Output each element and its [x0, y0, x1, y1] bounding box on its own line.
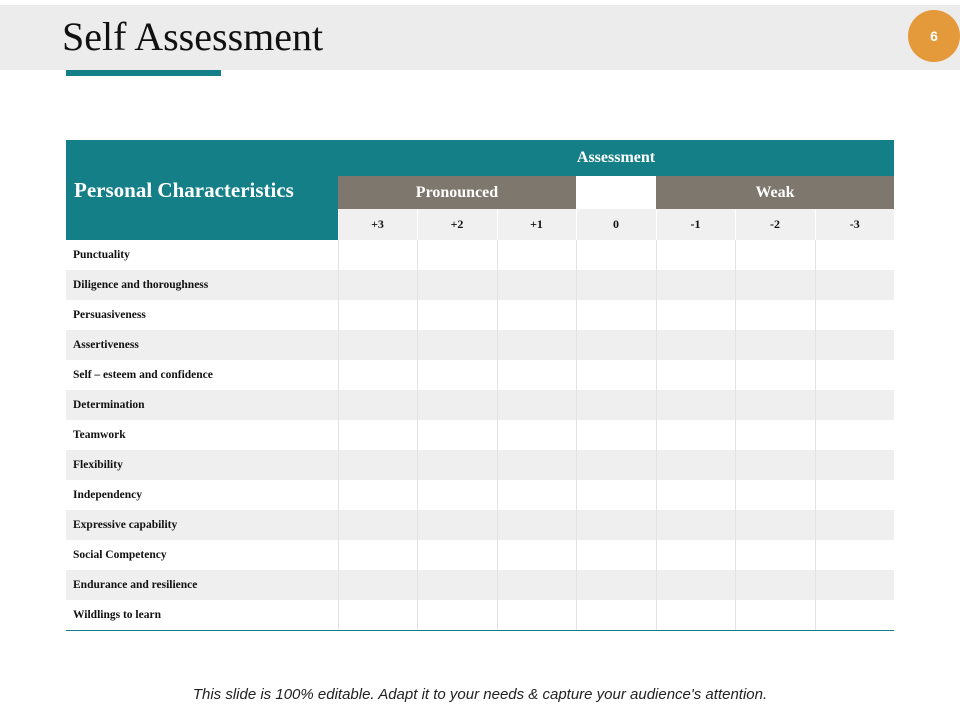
- rating-cell[interactable]: [497, 540, 576, 570]
- rating-cell[interactable]: [815, 270, 894, 300]
- rating-cell[interactable]: [417, 540, 497, 570]
- rating-cell[interactable]: [656, 360, 735, 390]
- rating-cell[interactable]: [576, 570, 656, 600]
- characteristic-label: Flexibility: [66, 450, 338, 480]
- title-accent-bar: [66, 70, 221, 76]
- rating-cell[interactable]: [815, 240, 894, 270]
- rating-cell[interactable]: [576, 510, 656, 540]
- rating-cell[interactable]: [735, 330, 815, 360]
- rating-cell[interactable]: [735, 240, 815, 270]
- rating-cell[interactable]: [497, 390, 576, 420]
- table-row: [66, 420, 894, 450]
- characteristic-label: Teamwork: [66, 420, 338, 450]
- rating-cell[interactable]: [656, 270, 735, 300]
- rating-cell[interactable]: [576, 420, 656, 450]
- rating-cell[interactable]: [497, 270, 576, 300]
- rating-cell[interactable]: [576, 240, 656, 270]
- scale-header-cell: +3: [338, 209, 417, 240]
- rating-cell[interactable]: [815, 600, 894, 631]
- rating-cell[interactable]: [497, 600, 576, 631]
- pronounced-header: Pronounced: [338, 176, 576, 209]
- rating-cell[interactable]: [735, 540, 815, 570]
- table-row: [66, 450, 894, 480]
- rating-cell[interactable]: [497, 300, 576, 330]
- table-row: [66, 570, 894, 600]
- slide-title: Self Assessment: [62, 14, 324, 59]
- personal-characteristics-header: Personal Characteristics: [66, 140, 338, 240]
- scale-header-cell: -2: [735, 209, 815, 240]
- characteristic-label: Determination: [66, 390, 338, 420]
- rating-cell[interactable]: [815, 360, 894, 390]
- characteristic-label: Independency: [66, 480, 338, 510]
- rating-cell[interactable]: [576, 480, 656, 510]
- rating-cell[interactable]: [338, 240, 417, 270]
- rating-cell[interactable]: [815, 570, 894, 600]
- characteristic-label: Punctuality: [66, 240, 338, 270]
- rating-cell[interactable]: [338, 360, 417, 390]
- scale-header-cell: -1: [656, 209, 735, 240]
- characteristic-label: Expressive capability: [66, 510, 338, 540]
- scale-header-cell: +1: [497, 209, 576, 240]
- rating-cell[interactable]: [735, 360, 815, 390]
- rating-cell[interactable]: [417, 360, 497, 390]
- characteristic-label: Endurance and resilience: [66, 570, 338, 600]
- rating-cell[interactable]: [576, 390, 656, 420]
- rating-cell[interactable]: [417, 570, 497, 600]
- rating-cell[interactable]: [815, 480, 894, 510]
- rating-cell[interactable]: [735, 270, 815, 300]
- rating-cell[interactable]: [576, 540, 656, 570]
- rating-cell[interactable]: [338, 330, 417, 360]
- scale-header-cell: 0: [576, 209, 656, 240]
- rating-cell[interactable]: [417, 450, 497, 480]
- rating-cell[interactable]: [656, 570, 735, 600]
- table-row: [66, 300, 894, 330]
- rating-cell[interactable]: [735, 570, 815, 600]
- table-row: [66, 330, 894, 360]
- rating-cell[interactable]: [497, 480, 576, 510]
- rating-cell[interactable]: [656, 450, 735, 480]
- rating-cell[interactable]: [338, 450, 417, 480]
- rating-cell[interactable]: [497, 510, 576, 540]
- rating-cell[interactable]: [338, 420, 417, 450]
- characteristic-label: Persuasiveness: [66, 300, 338, 330]
- scale-header-cell: -3: [815, 209, 894, 240]
- rating-cell[interactable]: [338, 480, 417, 510]
- rating-cell[interactable]: [815, 420, 894, 450]
- rating-cell[interactable]: [338, 510, 417, 540]
- rating-cell[interactable]: [338, 540, 417, 570]
- rating-cell[interactable]: [417, 240, 497, 270]
- table-row: [66, 540, 894, 570]
- weak-header: Weak: [656, 176, 894, 209]
- table-row: [66, 360, 894, 390]
- rating-cell[interactable]: [417, 420, 497, 450]
- neutral-gap: [576, 176, 656, 209]
- rating-cell[interactable]: [497, 450, 576, 480]
- rating-cell[interactable]: [576, 270, 656, 300]
- characteristic-label: Self – esteem and confidence: [66, 360, 338, 390]
- rating-cell[interactable]: [815, 510, 894, 540]
- table-row: [66, 480, 894, 510]
- rating-cell[interactable]: [735, 390, 815, 420]
- rating-cell[interactable]: [576, 360, 656, 390]
- rating-cell[interactable]: [338, 300, 417, 330]
- characteristic-label: Assertiveness: [66, 330, 338, 360]
- table-body: [66, 240, 894, 631]
- scale-header-cell: +2: [417, 209, 497, 240]
- rating-cell[interactable]: [417, 600, 497, 631]
- rating-cell[interactable]: [735, 450, 815, 480]
- table-row: [66, 510, 894, 540]
- table-row: [66, 600, 894, 631]
- rating-cell[interactable]: [338, 570, 417, 600]
- rating-cell[interactable]: [497, 360, 576, 390]
- footer-note: This slide is 100% editable. Adapt it to your needs & capture your audience's attention.: [192, 686, 768, 703]
- characteristic-label: Wildlings to learn: [66, 600, 338, 631]
- rating-cell[interactable]: [815, 300, 894, 330]
- rating-cell[interactable]: [417, 480, 497, 510]
- rating-cell[interactable]: [576, 300, 656, 330]
- rating-cell[interactable]: [417, 270, 497, 300]
- rating-cell[interactable]: [338, 270, 417, 300]
- page-number-badge: 6: [908, 10, 960, 62]
- rating-cell[interactable]: [815, 450, 894, 480]
- rating-cell[interactable]: [656, 600, 735, 631]
- table-row: [66, 390, 894, 420]
- table-row: [66, 240, 894, 270]
- rating-cell[interactable]: [417, 510, 497, 540]
- rating-cell[interactable]: [656, 540, 735, 570]
- characteristic-label: Social Competency: [66, 540, 338, 570]
- assessment-header: Assessment: [338, 140, 894, 176]
- rating-cell[interactable]: [656, 240, 735, 270]
- rating-cell[interactable]: [497, 570, 576, 600]
- rating-cell[interactable]: [735, 510, 815, 540]
- characteristic-label: Diligence and thoroughness: [66, 270, 338, 300]
- rating-cell[interactable]: [576, 600, 656, 631]
- rating-cell[interactable]: [735, 420, 815, 450]
- rating-cell[interactable]: [735, 300, 815, 330]
- rating-cell[interactable]: [815, 540, 894, 570]
- rating-cell[interactable]: [417, 300, 497, 330]
- assessment-table: [66, 140, 894, 631]
- rating-cell[interactable]: [497, 330, 576, 360]
- rating-cell[interactable]: [656, 330, 735, 360]
- table-row: [66, 270, 894, 300]
- rating-cell[interactable]: [338, 600, 417, 631]
- rating-cell[interactable]: [338, 390, 417, 420]
- rating-cell[interactable]: [576, 330, 656, 360]
- rating-cell[interactable]: [417, 390, 497, 420]
- rating-cell[interactable]: [656, 390, 735, 420]
- rating-cell[interactable]: [497, 240, 576, 270]
- rating-cell[interactable]: [735, 600, 815, 631]
- rating-cell[interactable]: [417, 330, 497, 360]
- rating-cell[interactable]: [656, 510, 735, 540]
- rating-cell[interactable]: [576, 450, 656, 480]
- rating-cell[interactable]: [497, 420, 576, 450]
- rating-cell[interactable]: [815, 330, 894, 360]
- rating-cell[interactable]: [815, 390, 894, 420]
- rating-cell[interactable]: [735, 480, 815, 510]
- rating-cell[interactable]: [656, 300, 735, 330]
- rating-cell[interactable]: [656, 480, 735, 510]
- rating-cell[interactable]: [656, 420, 735, 450]
